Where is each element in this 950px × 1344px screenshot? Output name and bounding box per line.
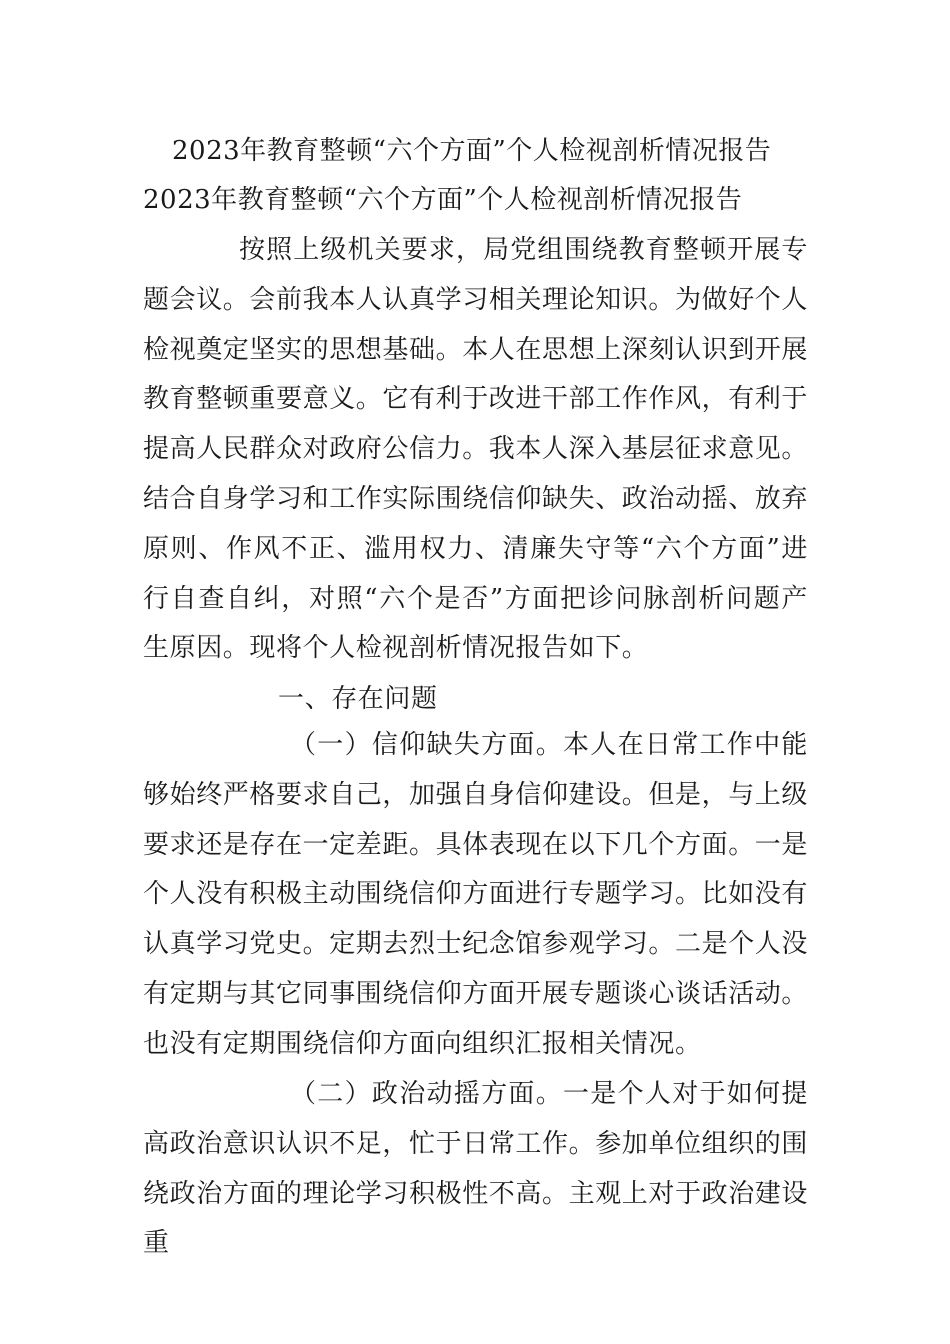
section-heading-problems: 一、存在问题 — [278, 684, 438, 714]
paragraph-faith-lacking: （一）信仰缺失方面。本人在日常工作中能够始终严格要求自己，加强自身信仰建设。但是，与上级要求还是存在一定差距。具体表现在以下几个方面。一是个人没有积极主动围绕信仰方面进行专题学习。比如没有认真学习党史。定期去烈士纪念馆参观学习。二是个人没有定期与其它同事围绕信仰方面开展专题谈心谈话活动。也没有定期围绕信仰方面向组织汇报相关情况。 — [143, 730, 809, 1059]
paragraph-political-wavering: （二）政治动摇方面。一是个人对于如何提高政治意识认识不足，忙于日常工作。参加单位组织的围绕政治方面的理论学习积极性不高。主观上对于政治建设重 — [143, 1079, 809, 1259]
intro-paragraph: 按照上级机关要求，局党组围绕教育整顿开展专题会议。会前我本人认真学习相关理论知识。为做好个人检视奠定坚实的思想基础。本人在思想上深刻认识到开展教育整顿重要意义。它有利于改进干部工作作风，有利于提高人民群众对政府公信力。我本人深入基层征求意见。结合自身学习和工作实际围绕信仰缺失、政治动摇、放弃原则、作风不正、滥用权力、清廉失守等“六个方面”进行自查自纠，对照“六个是否”方面把诊问脉剖析问题产生原因。现将个人检视剖析情况报告如下。 — [143, 235, 809, 664]
document-title-line-1: 2023年教育整顿“六个方面”个人检视剖析情况报告 — [172, 136, 772, 166]
document-title-line-2: 2023年教育整顿“六个方面”个人检视剖析情况报告 — [143, 185, 743, 215]
